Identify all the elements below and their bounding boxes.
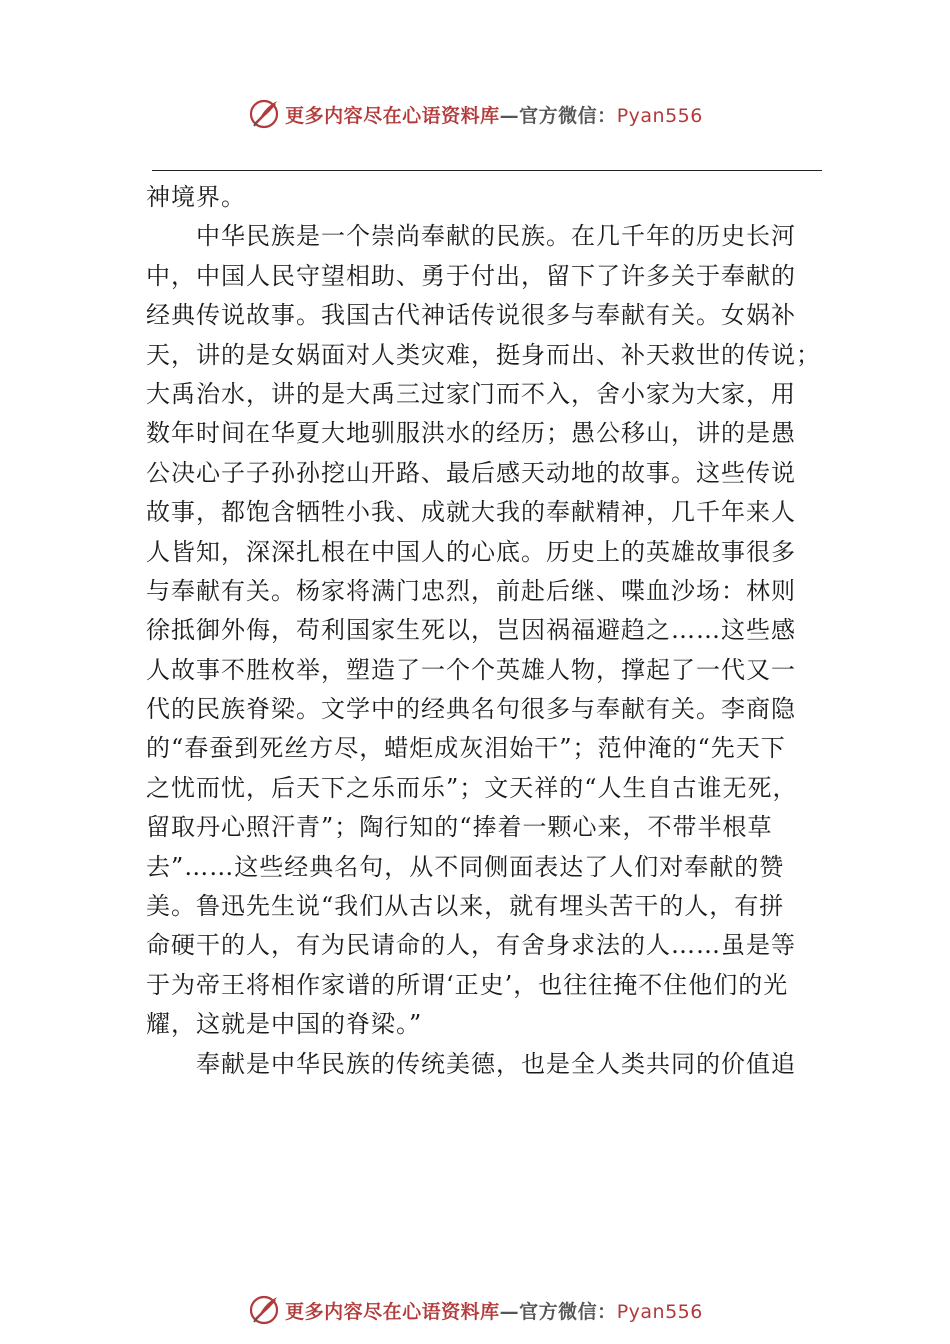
header-wechat-id: Pyan556 <box>616 104 703 127</box>
header-banner <box>0 94 950 134</box>
text-line: 公决心子子孙孙挖山开路、最后感天动地的故事。这些传说 <box>146 458 796 487</box>
text-line: 故事，都饱含牺牲小我、成就大我的奉献精神，几千年来人 <box>146 498 796 527</box>
text-line: 去”……这些经典名句，从不同侧面表达了人们对奉献的赞 <box>146 852 785 881</box>
header-wechat-label: 官方微信： <box>519 104 617 127</box>
footer-wechat-id: Pyan556 <box>616 1300 703 1323</box>
text-line: 的“春蚕到死丝方尽，蜡炬成灰泪始干”；范仲淹的“先天下 <box>146 734 786 763</box>
footer-wechat-label: 官方微信： <box>519 1300 617 1323</box>
quill-logo-icon <box>247 1292 283 1328</box>
paragraph-start-line: 奉献是中华民族的传统美德，也是全人类共同的价值追 <box>196 1049 796 1078</box>
footer-banner <box>0 1290 950 1330</box>
text-line: 数年时间在华夏大地驯服洪水的经历；愚公移山，讲的是愚 <box>146 419 796 448</box>
document-body <box>146 178 821 1084</box>
footer-text <box>285 1297 703 1324</box>
header-dash: — <box>499 104 520 127</box>
text-line: 留取丹心照汗青”；陶行知的“捧着一颗心来，不带半根草 <box>146 813 773 842</box>
text-line: 人故事不胜枚举，塑造了一个个英雄人物，撑起了一代又一 <box>146 655 796 684</box>
text-line: 耀，这就是中国的脊梁。” <box>146 1010 423 1039</box>
text-line: 徐抵御外侮，苟利国家生死以，岂因祸福避趋之……这些感 <box>146 616 796 645</box>
text-line: 美。鲁迅先生说“我们从古以来，就有埋头苦干的人，有拼 <box>146 892 785 921</box>
text-line: 之忧而忧，后天下之乐而乐”；文天祥的“人生自古谁无死， <box>146 773 798 802</box>
text-line: 天，讲的是女娲面对人类灾难，挺身而出、补天救世的传说； <box>146 340 821 369</box>
text-line: 神境界。 <box>146 183 246 211</box>
footer-title: 更多内容尽在心语资料库 <box>285 1300 500 1323</box>
header-title: 更多内容尽在心语资料库 <box>285 104 500 127</box>
paragraph-start-line: 中华民族是一个崇尚奉献的民族。在几千年的历史长河 <box>196 222 796 251</box>
text-line: 命硬干的人，有为民请命的人，有舍身求法的人……虽是等 <box>146 931 796 960</box>
header-rule <box>152 170 822 171</box>
text-line: 中，中国人民守望相助、勇于付出，留下了许多关于奉献的 <box>146 261 796 290</box>
text-line: 于为帝王将相作家谱的所谓‘正史’，也往往掩不住他们的光 <box>146 970 789 999</box>
text-line: 大禹治水，讲的是大禹三过家门而不入，舍小家为大家，用 <box>146 379 796 408</box>
footer-dash: — <box>499 1300 520 1323</box>
quill-logo-icon <box>247 96 283 132</box>
text-line: 与奉献有关。杨家将满门忠烈，前赴后继、喋血沙场：林则 <box>146 576 796 605</box>
text-line: 经典传说故事。我国古代神话传说很多与奉献有关。女娲补 <box>146 301 796 330</box>
text-line: 代的民族脊梁。文学中的经典名句很多与奉献有关。李商隐 <box>146 695 796 724</box>
text-line: 人皆知，深深扎根在中国人的心底。历史上的英雄故事很多 <box>146 537 796 566</box>
header-text <box>285 101 703 128</box>
